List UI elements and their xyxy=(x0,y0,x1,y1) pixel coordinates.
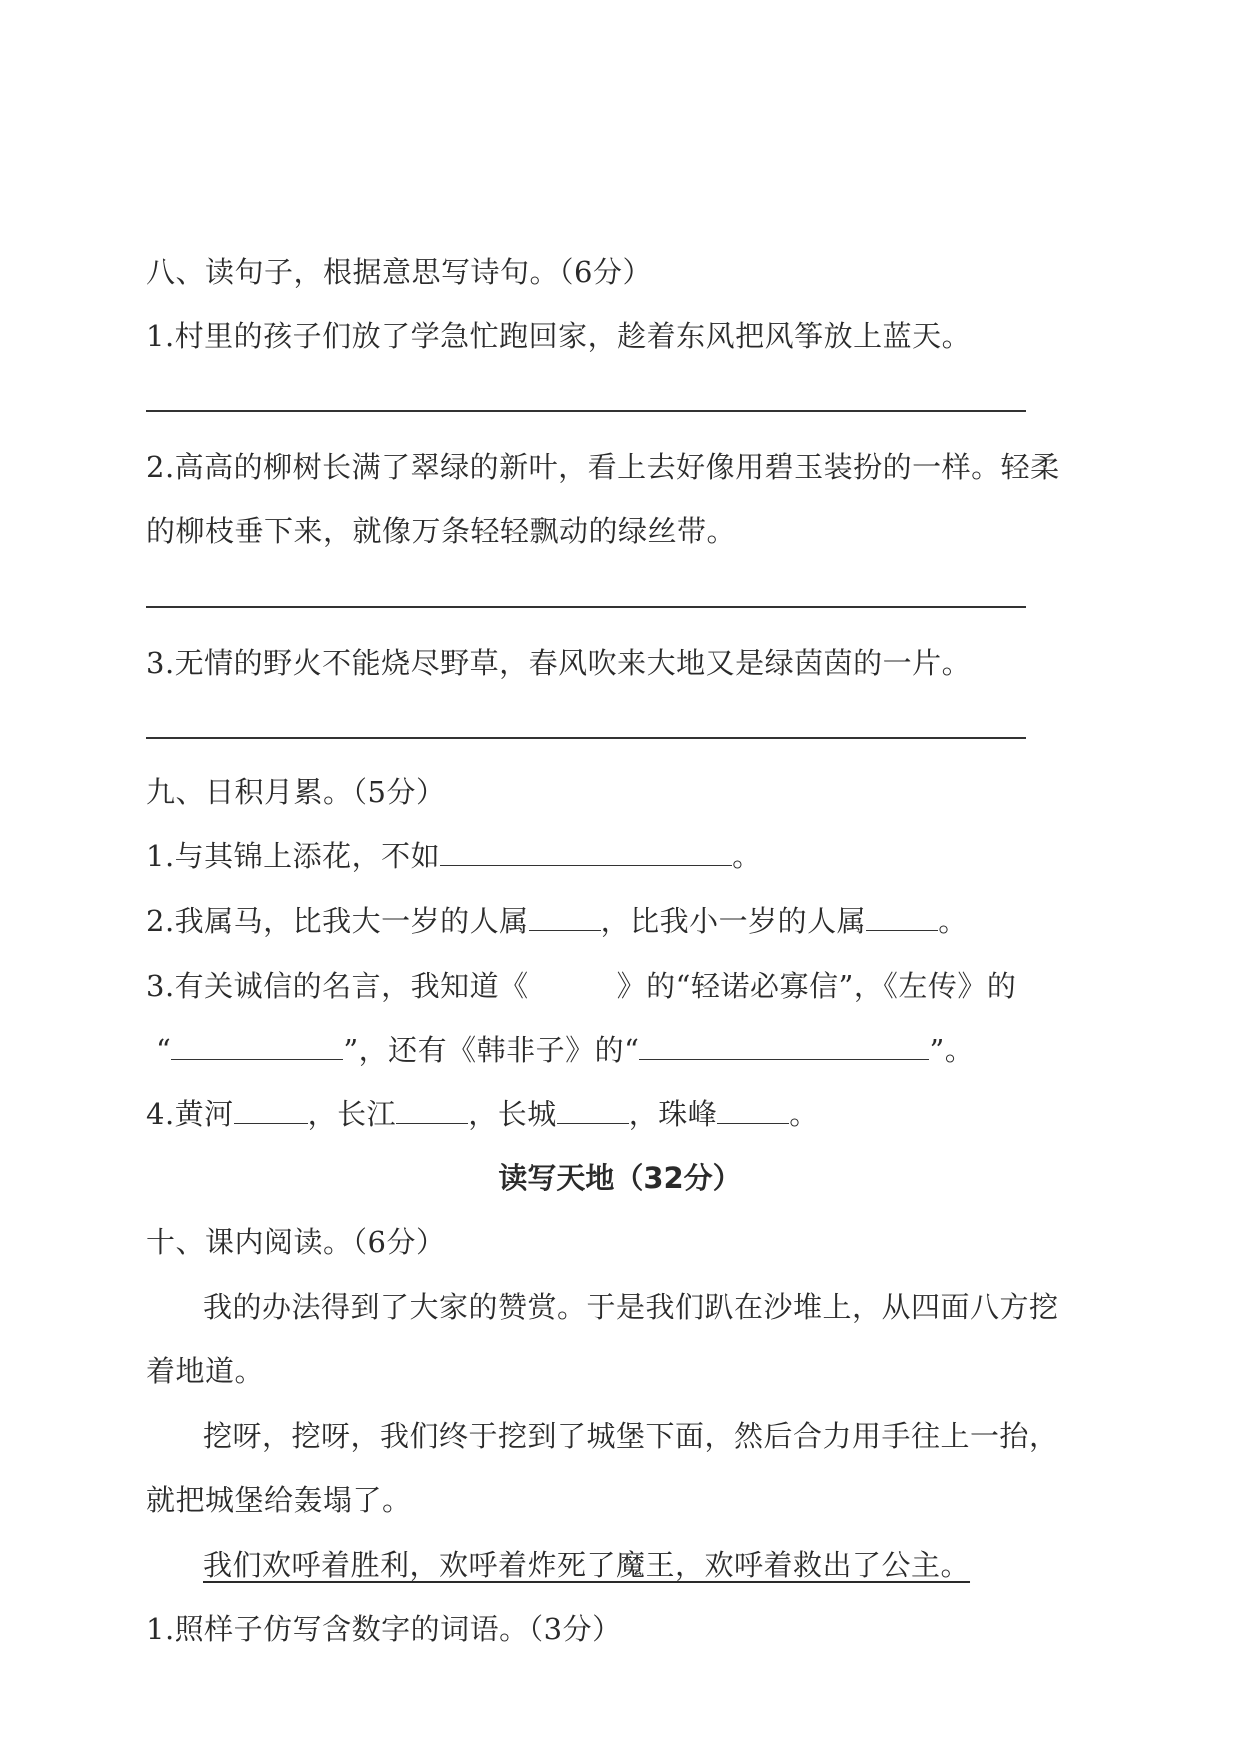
question-9-4-text-b: ，长江 xyxy=(307,1097,397,1131)
question-9-1-text: 1.与其锦上添花，不如 xyxy=(146,839,441,873)
question-9-4 xyxy=(146,1094,819,1134)
part-title: 读写天地（32分） xyxy=(498,1161,742,1195)
blank-9-2-a[interactable] xyxy=(529,902,601,931)
question-9-4-text-a: 4.黄河 xyxy=(146,1097,234,1131)
answer-line-8-1[interactable] xyxy=(146,410,1026,412)
question-10-1: 1.照样子仿写含数字的词语。（3分） xyxy=(146,1612,622,1646)
question-8-2-line1: 2.高高的柳树长满了翠绿的新叶，看上去好像用碧玉装扮的一样。轻柔 xyxy=(146,450,1060,484)
blank-9-4-changcheng[interactable] xyxy=(557,1095,629,1124)
question-9-3-text-c: “ xyxy=(156,1033,172,1067)
question-9-4-end: 。 xyxy=(789,1097,819,1131)
passage-p1-line2: 着地道。 xyxy=(146,1354,265,1388)
section-10-heading: 十、课内阅读。（6分） xyxy=(146,1225,446,1259)
question-8-1: 1.村里的孩子们放了学急忙跑回家，趁着东风把风筝放上蓝天。 xyxy=(146,319,972,353)
blank-9-4-zhufeng[interactable] xyxy=(717,1095,789,1124)
blank-9-3-book[interactable] xyxy=(529,968,617,996)
blank-9-1[interactable] xyxy=(440,837,732,866)
section-8-heading: 八、读句子，根据意思写诗句。（6分） xyxy=(146,255,652,289)
passage-p2-line2: 就把城堡给轰塌了。 xyxy=(146,1483,412,1517)
question-9-1-end: 。 xyxy=(732,839,762,873)
question-9-2-text-a: 2.我属马，比我大一岁的人属 xyxy=(146,904,529,938)
passage-p1-line1: 我的办法得到了大家的赞赏。于是我们趴在沙堆上，从四面八方挖 xyxy=(203,1290,1059,1324)
answer-line-8-3[interactable] xyxy=(146,737,1026,739)
blank-9-4-changjiang[interactable] xyxy=(396,1095,468,1124)
question-9-3-text-d: ”，还有《韩非子》的“ xyxy=(343,1033,640,1067)
question-9-3-text-a: 3.有关诚信的名言，我知道《 xyxy=(146,969,529,1003)
section-9-heading: 九、日积月累。（5分） xyxy=(146,775,446,809)
answer-line-8-2[interactable] xyxy=(146,606,1026,608)
blank-9-3-hanfeizi[interactable] xyxy=(639,1031,929,1060)
passage-p2-line1: 挖呀，挖呀，我们终于挖到了城堡下面，然后合力用手往上一抬， xyxy=(203,1419,1059,1453)
question-9-2-text-b: ，比我小一岁的人属 xyxy=(600,904,867,938)
question-9-3-end: ”。 xyxy=(929,1033,975,1067)
blank-9-4-huanghe[interactable] xyxy=(234,1095,308,1124)
question-8-2-line2: 的柳枝垂下来，就像万条轻轻飘动的绿丝带。 xyxy=(146,514,737,548)
question-9-3-text-b: 》的“轻诺必寡信”，《左传》的 xyxy=(616,969,1017,1003)
question-9-4-text-d: ，珠峰 xyxy=(628,1097,718,1131)
passage-p3-underlined: 我们欢呼着胜利，欢呼着炸死了魔王，欢呼着救出了公主。 xyxy=(203,1548,971,1582)
question-9-3-line2 xyxy=(156,1030,974,1070)
question-8-3: 3.无情的野火不能烧尽野草，春风吹来大地又是绿茵茵的一片。 xyxy=(146,646,972,680)
blank-9-2-b[interactable] xyxy=(866,902,938,931)
blank-9-3-zuozhuan[interactable] xyxy=(171,1031,343,1060)
question-9-1 xyxy=(146,836,762,876)
question-9-3-line1 xyxy=(146,966,1016,1006)
question-9-2 xyxy=(146,901,968,941)
question-9-4-text-c: ，长城 xyxy=(468,1097,557,1131)
question-9-2-end: 。 xyxy=(938,904,968,938)
